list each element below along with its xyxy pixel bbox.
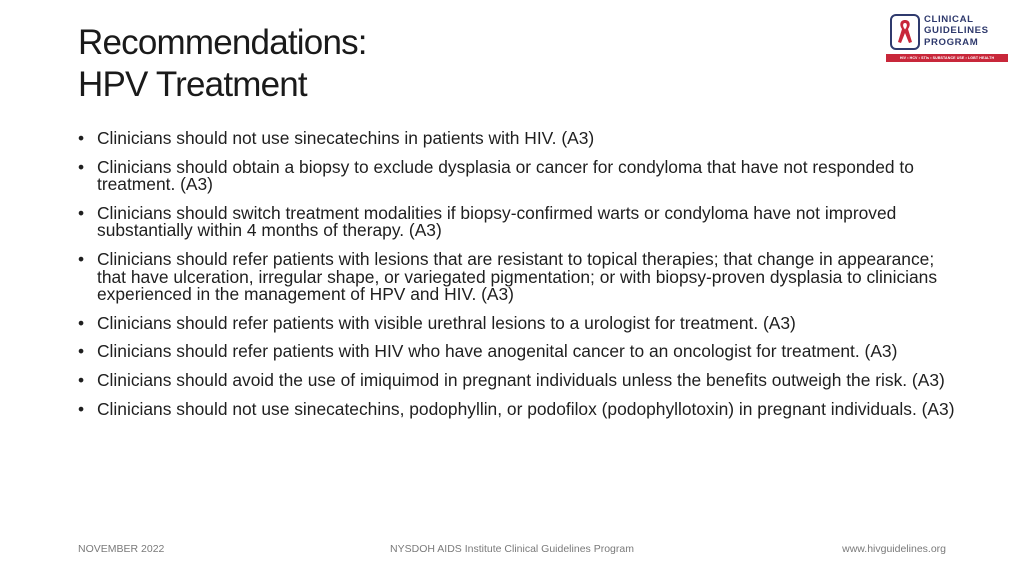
bullet-icon: • [78,248,85,269]
recommendation-item [76,202,956,241]
logo-line-3: PROGRAM [924,36,979,48]
recommendation-text: Clinicians should obtain a biopsy to exclude dysplasia or cancer for condyloma that have not responded to treatment. (A3) [97,156,914,195]
logo-line-2: GUIDELINES [924,25,989,37]
recommendation-text: Clinicians should avoid the use of imiquimod in pregnant individuals unless the benefits outweigh the risk. (A3) [97,369,945,390]
footer-url: www.hivguidelines.org [842,543,946,555]
recommendation-item [76,369,956,390]
recommendation-item [76,248,956,305]
recommendation-text: Clinicians should switch treatment modalities if biopsy-confirmed warts or condyloma have not improved substantially within 4 months of therapy. (A3) [97,202,897,241]
footer-date: NOVEMBER 2022 [78,543,165,555]
logo-line-1: CLINICAL [924,14,974,25]
bullet-icon: • [78,369,85,390]
bullet-icon: • [78,128,85,148]
slide-title-line-2: HPV Treatment [78,65,307,104]
logo-wordmark [924,14,989,48]
slide-title [78,22,778,106]
recommendation-text: Clinicians should not use sinecatechins in patients with HIV. (A3) [97,128,595,148]
logo-tagline: HIV • HCV • STIs • SUBSTANCE USE • LGBT HEALTH [886,54,1008,62]
recommendation-text: Clinicians should not use sinecatechins, podophyllin, or podofilox (podophyllotoxin) in pregnant individuals. (A3) [97,398,955,419]
slide-title-line-1: Recommendations: [78,23,367,62]
footer-program: NYSDOH AIDS Institute Clinical Guidelines Program [390,543,634,555]
recommendation-item [76,156,956,195]
clinical-guidelines-program-logo [886,12,1008,64]
recommendation-text: Clinicians should refer patients with HIV who have anogenital cancer to an oncologist for treatment. (A3) [97,341,898,362]
bullet-icon: • [78,312,85,333]
recommendation-item [76,343,956,361]
bullet-icon: • [78,341,85,362]
recommendation-item [76,130,956,148]
recommendation-text: Clinicians should refer patients with lesions that are resistant to topical therapies; that change in appearance; that have ulceration, irregular shape, or variegated pigmentation; or with biopsy-proven dysplasia to clinicians experienced in the management of HPV and HIV. (A3) [97,248,938,305]
bullet-icon: • [78,202,85,223]
recommendation-item [76,398,956,419]
recommendation-text: Clinicians should refer patients with visible urethral lesions to a urologist for treatment. (A3) [97,312,796,333]
awareness-ribbon-icon [890,14,920,50]
recommendation-item [76,312,956,333]
bullet-icon: • [78,156,85,177]
bullet-icon: • [78,398,85,419]
recommendation-list [76,130,956,429]
